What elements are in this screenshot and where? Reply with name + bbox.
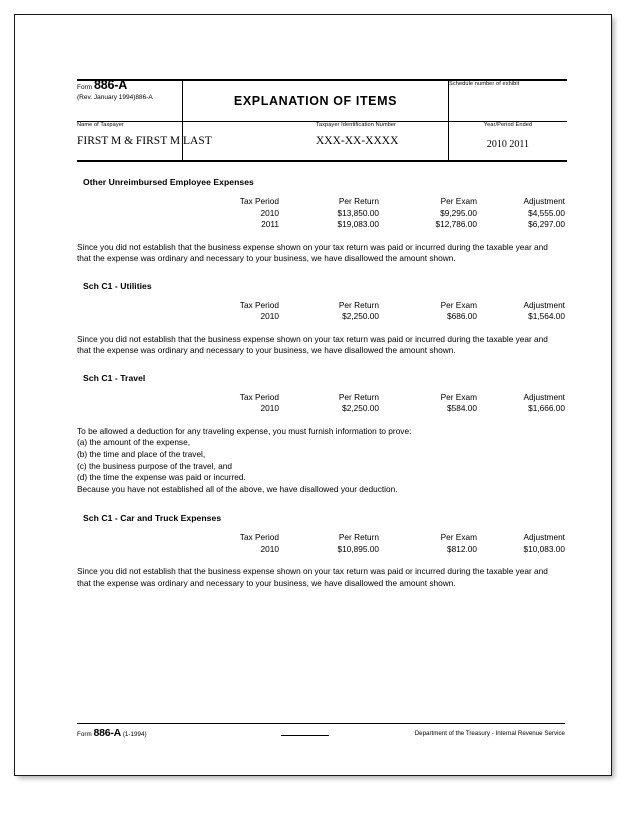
cell-adjustment: $6,297.00 xyxy=(528,219,565,229)
year-period-value[interactable]: 2010 2011 xyxy=(486,139,530,150)
travel-requirements-list xyxy=(77,426,565,496)
column-header-period: Tax Period xyxy=(239,532,279,543)
column-header-period: Tax Period xyxy=(239,299,279,310)
column-header-per-exam: Per Exam xyxy=(440,299,477,310)
form-number-cell xyxy=(77,80,183,122)
footer-form-block xyxy=(77,728,147,740)
amounts-table xyxy=(187,196,565,231)
table-header-row xyxy=(187,196,565,208)
cell-adjustment: $4,555.00 xyxy=(528,207,565,218)
table-header-row xyxy=(187,392,565,404)
travel-closing: Because you have not established all of the above, we have disallowed your deduction. xyxy=(77,483,398,494)
cell-period: 2010 xyxy=(260,403,279,414)
taxpayer-id-cell xyxy=(183,122,449,162)
schedule-number-label: Schedule number of exhibit xyxy=(449,81,520,87)
table-header-row xyxy=(187,532,565,544)
page-number-field[interactable] xyxy=(281,735,371,736)
section-utilities xyxy=(77,281,565,357)
form-number-block xyxy=(77,78,182,102)
column-header-adjustment: Adjustment xyxy=(523,532,565,543)
table-row xyxy=(187,208,565,220)
taxpayer-id-label: Taxpayer Identification Number xyxy=(316,122,397,128)
cell-per-return: $10,895.00 xyxy=(337,543,379,554)
list-item: (b) the time and place of the travel, xyxy=(77,449,206,460)
cell-per-exam: $12,786.00 xyxy=(435,219,477,229)
column-header-adjustment: Adjustment xyxy=(523,299,565,310)
form-header-bottom-row xyxy=(77,122,567,162)
list-item: (d) the time the expense was paid or incurred. xyxy=(77,472,246,483)
footer-form-label: Form xyxy=(77,731,92,738)
amounts-table xyxy=(187,300,565,323)
column-header-adjustment: Adjustment xyxy=(523,196,565,206)
footer-row xyxy=(77,728,565,740)
column-header-per-return: Per Return xyxy=(338,391,379,402)
section-title: Sch C1 - Car and Truck Expenses xyxy=(83,513,222,524)
table-row xyxy=(187,544,565,556)
cell-per-return: $2,250.00 xyxy=(342,311,379,322)
section-paragraph: Since you did not establish that the business expense shown on your tax return was paid or incurred during the taxable year and that the expense was ordinary and necessary to your business, we have disallowed the amount shown. xyxy=(77,241,548,264)
cell-per-exam: $686.00 xyxy=(447,311,477,322)
form-header-table xyxy=(77,79,567,162)
column-header-per-return: Per Return xyxy=(338,532,379,543)
section-employee-expenses xyxy=(77,177,565,265)
form-label: Form xyxy=(77,84,93,91)
cell-per-exam: $9,295.00 xyxy=(440,207,477,218)
cell-adjustment: $1,666.00 xyxy=(528,403,565,414)
form-header-top-row xyxy=(77,80,567,122)
schedule-number-value[interactable] xyxy=(449,88,567,97)
section-title: Sch C1 - Utilities xyxy=(83,280,152,291)
document-page xyxy=(14,14,612,776)
column-header-period: Tax Period xyxy=(239,196,279,206)
form-revision: (Rev. January 1994)886-A xyxy=(77,93,153,101)
footer-form-number: 886-A xyxy=(93,727,122,739)
cell-per-return: $2,250.00 xyxy=(342,403,379,414)
table-row xyxy=(187,311,565,323)
cell-per-return: $13,850.00 xyxy=(337,207,379,218)
footer-agency: Department of the Treasury - Internal Revenue Service xyxy=(414,730,565,737)
taxpayer-name-cell-left xyxy=(77,122,212,162)
column-header-per-exam: Per Exam xyxy=(440,196,477,206)
amounts-table xyxy=(187,532,565,555)
cell-per-exam: $812.00 xyxy=(447,543,477,554)
taxpayer-id-value[interactable]: XXX-XX-XXXX xyxy=(316,135,399,147)
column-header-adjustment: Adjustment xyxy=(523,391,565,402)
cell-per-exam: $584.00 xyxy=(447,403,477,414)
column-header-per-exam: Per Exam xyxy=(440,532,477,543)
column-header-per-return: Per Return xyxy=(338,196,379,206)
taxpayer-name-label: Name of Taxpayer xyxy=(77,122,124,128)
travel-intro: To be allowed a deduction for any traveling expense, you must furnish information to prove: xyxy=(77,425,412,436)
form-title-cell xyxy=(183,80,449,122)
column-header-per-exam: Per Exam xyxy=(440,391,477,402)
cell-per-return: $19,083.00 xyxy=(337,219,379,229)
schedule-number-cell xyxy=(449,80,568,122)
page-title: EXPLANATION OF ITEMS xyxy=(233,94,398,108)
year-period-label: Year/Period Ended xyxy=(483,122,533,128)
page-number-rule xyxy=(281,735,329,736)
column-header-period: Tax Period xyxy=(239,391,279,402)
table-row xyxy=(187,219,565,231)
cell-period: 2010 xyxy=(260,311,279,322)
footer-form-revision: (1-1994) xyxy=(122,731,147,738)
cell-period: 2011 xyxy=(261,219,279,229)
column-header-per-return: Per Return xyxy=(338,299,379,310)
document-body xyxy=(77,79,565,590)
amounts-table xyxy=(187,392,565,415)
section-title: Sch C1 - Travel xyxy=(83,372,146,383)
section-title: Other Unreimbursed Employee Expenses xyxy=(83,177,254,187)
list-item: (a) the amount of the expense, xyxy=(77,437,191,448)
section-travel xyxy=(77,373,565,496)
table-row xyxy=(187,403,565,415)
table-header-row xyxy=(187,300,565,312)
cell-period: 2010 xyxy=(260,543,279,554)
cell-period: 2010 xyxy=(260,207,279,218)
section-paragraph: Since you did not establish that the business expense shown on your tax return was paid or incurred during the taxable year and that the expense was ordinary and necessary to your business, we have disallowed the amount shown. xyxy=(77,333,548,356)
taxpayer-name-value[interactable]: FIRST M & FIRST M LAST xyxy=(77,135,212,147)
section-car-truck xyxy=(77,513,565,589)
cell-adjustment: $1,564.00 xyxy=(528,311,565,322)
document-footer xyxy=(77,723,565,740)
form-number: 886-A xyxy=(93,78,128,92)
year-period-cell xyxy=(449,122,568,162)
section-paragraph: Since you did not establish that the business expense shown on your tax return was paid or incurred during the taxable year and that the expense was ordinary and necessary to your business, we have disallowed the amount shown. xyxy=(77,566,548,589)
list-item: (c) the business purpose of the travel, and xyxy=(77,460,232,471)
cell-adjustment: $10,083.00 xyxy=(523,543,565,554)
